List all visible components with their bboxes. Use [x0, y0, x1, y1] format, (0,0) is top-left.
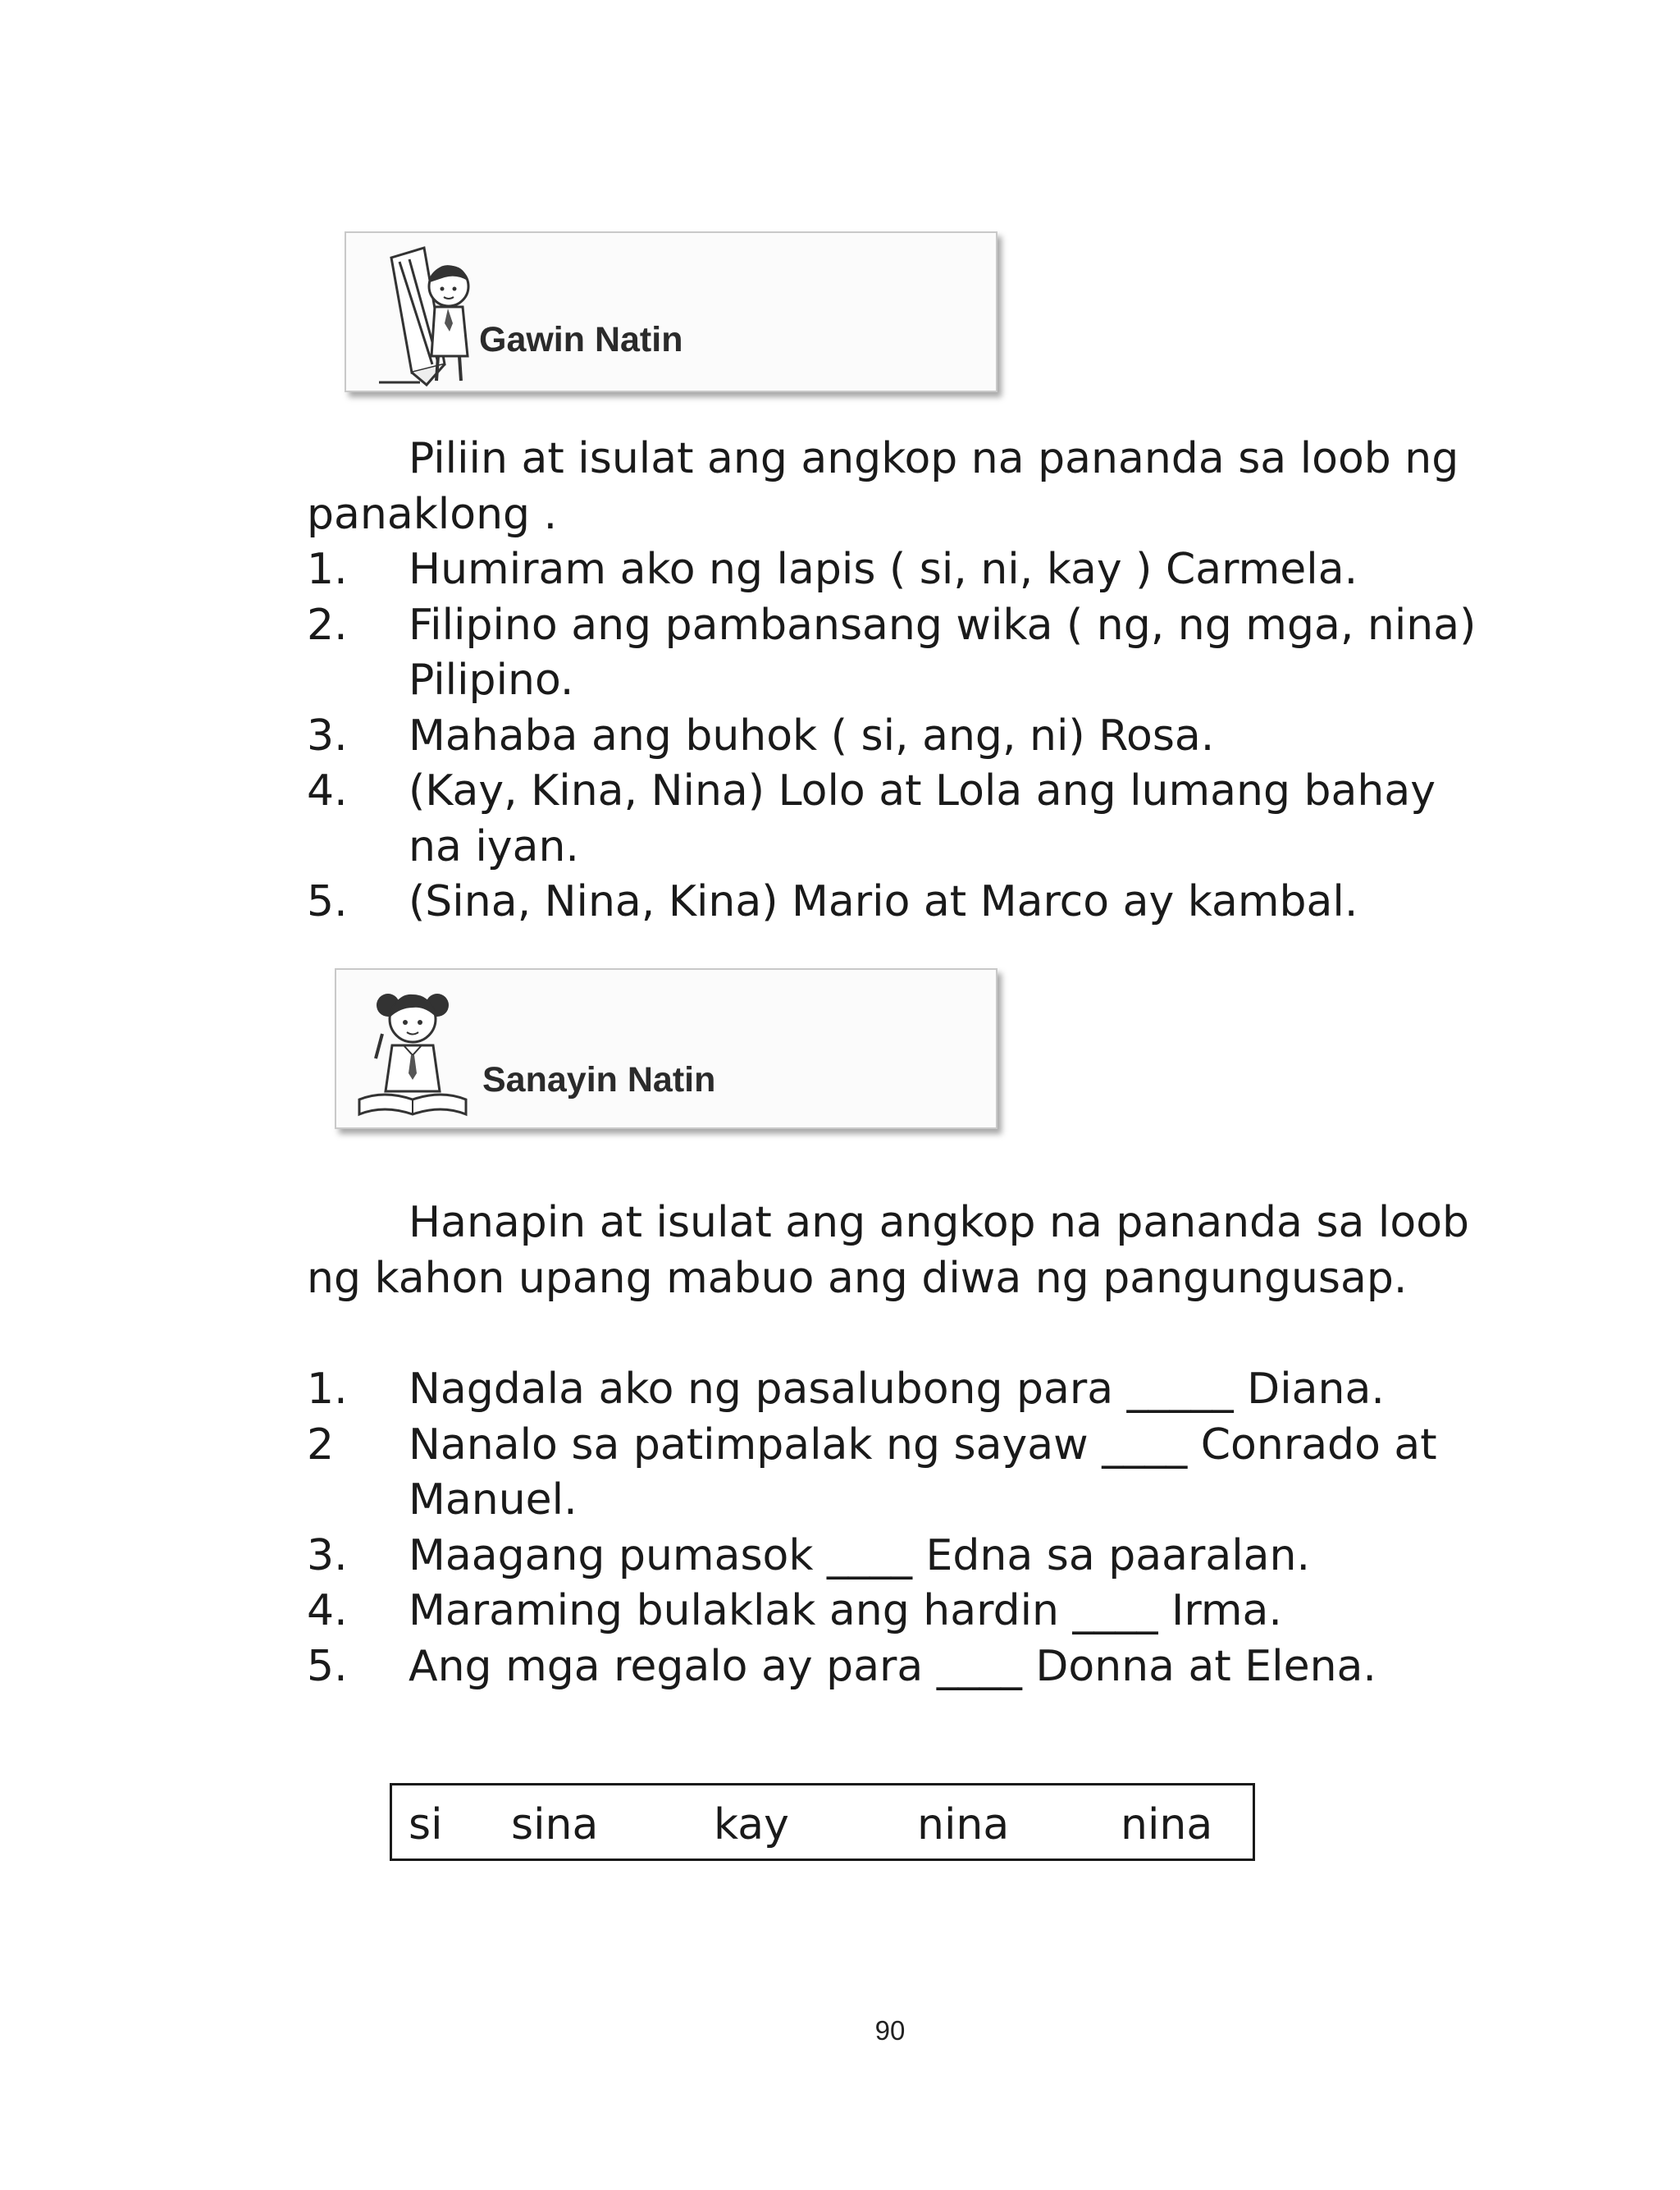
gawin-instruction [307, 432, 1496, 542]
sanayin-natin-title: Sanayin Natin [482, 1060, 716, 1100]
item-number: 5. [307, 877, 348, 926]
word-choice: si [409, 1800, 443, 1849]
list-item [307, 598, 1496, 709]
gawin-natin-banner [345, 231, 998, 392]
item-number: 1. [307, 1365, 348, 1414]
sanayin-instruction [307, 1196, 1496, 1306]
list-item [307, 1529, 1496, 1584]
item-text: Mahaba ang buhok ( si, ang, ni) Rosa. [409, 711, 1215, 761]
item-number: 3. [307, 1530, 348, 1580]
list-item [307, 1418, 1496, 1529]
item-number: 4. [307, 766, 348, 816]
list-item [307, 875, 1496, 930]
item-text: Maraming bulaklak ang hardin ____ Irma. [409, 1586, 1282, 1635]
list-item [307, 542, 1496, 598]
gawin-items-list [307, 542, 1496, 930]
item-text: Humiram ako ng lapis ( si, ni, kay ) Carmela. [409, 545, 1358, 594]
word-choice: kay [714, 1800, 789, 1849]
word-choice-box [390, 1783, 1255, 1861]
gawin-natin-title: Gawin Natin [479, 320, 683, 359]
item-text: (Kay, Kina, Nina) Lolo at Lola ang lumang bahay na iyan. [409, 766, 1436, 871]
gawin-instruction-text: Piliin at isulat ang angkop na pananda sa loob ng panaklong . [307, 434, 1459, 539]
word-choice: nina [1121, 1800, 1213, 1849]
item-number: 5. [307, 1641, 348, 1691]
item-number: 2. [307, 600, 348, 650]
item-text: (Sina, Nina, Kina) Mario at Marco ay kambal. [409, 877, 1358, 926]
list-item [307, 1639, 1496, 1695]
word-choice: nina [917, 1800, 1010, 1849]
page-number: 90 [874, 2015, 906, 2046]
item-text: Ang mga regalo ay para ____ Donna at Elena. [409, 1641, 1376, 1691]
item-number: 1. [307, 545, 348, 594]
item-text: Nanalo sa patimpalak ng sayaw ____ Conrado at Manuel. [409, 1420, 1437, 1525]
word-choice: sina [511, 1800, 599, 1849]
boy-with-pencil-icon [363, 241, 486, 389]
girl-reading-icon [351, 976, 474, 1124]
item-text: Nagdala ako ng pasalubong para _____ Diana. [409, 1365, 1385, 1414]
item-text: Maagang pumasok ____ Edna sa paaralan. [409, 1530, 1311, 1580]
item-number: 3. [307, 711, 348, 761]
list-item [307, 764, 1496, 875]
sanayin-instruction-text: Hanapin at isulat ang angkop na pananda sa loob ng kahon upang mabuo ang diwa ng pangungusap. [307, 1198, 1470, 1303]
list-item [307, 1362, 1496, 1418]
sanayin-natin-banner [335, 968, 998, 1129]
sanayin-items-list [307, 1362, 1496, 1694]
list-item [307, 709, 1496, 765]
item-number: 4. [307, 1586, 348, 1635]
list-item [307, 1584, 1496, 1639]
item-text: Filipino ang pambansang wika ( ng, ng mga, nina) Pilipino. [409, 600, 1477, 705]
item-number: 2 [307, 1420, 335, 1470]
